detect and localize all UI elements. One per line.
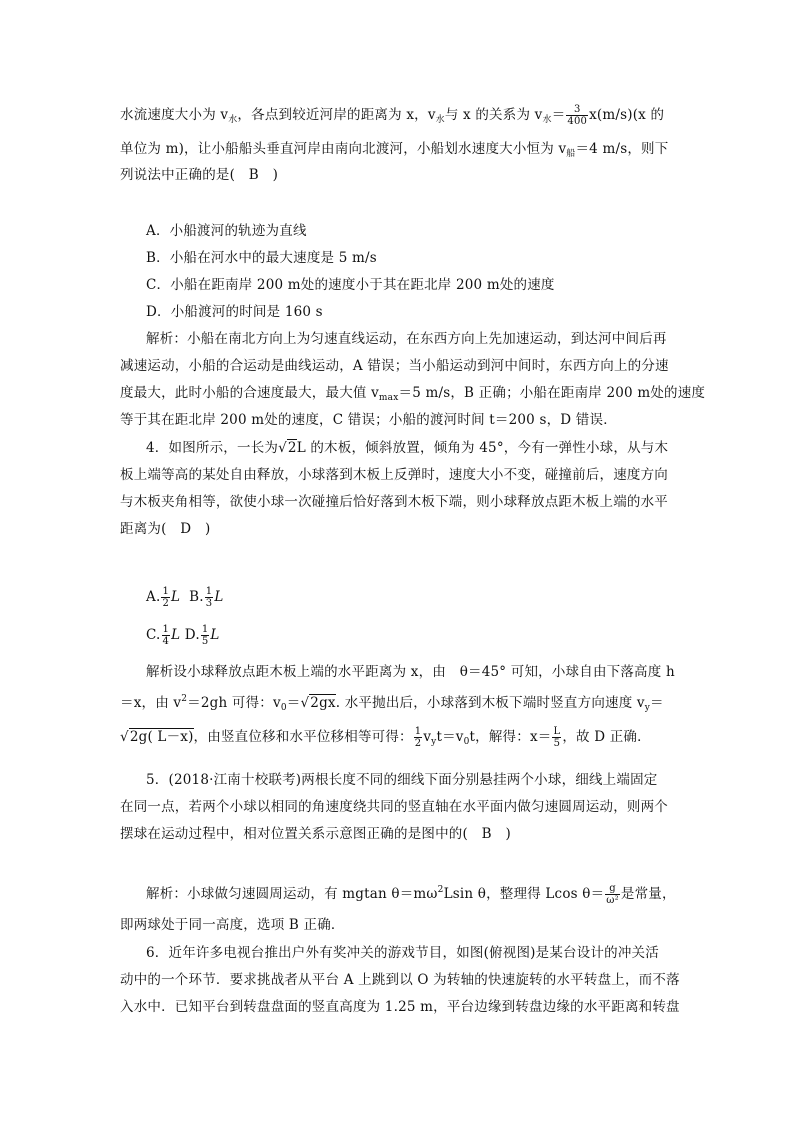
p3-solution-3: 度最大，此时小船的合速度最大，最大值 $v_{max}=5$ m/s，B 正确；小船在距南岸 200 m处的速度 (120, 385, 706, 403)
p4-options-ab: A. $\frac{1}{2}$ L B. $\frac{1}{3}$ L (146, 586, 224, 609)
fraction-3-400: $\frac{3}{400}$ (567, 104, 588, 127)
p4-solution-1: 解析设小球释放点距木板上端的水平距离为 x，由 θ＝45° 可知，小球自由下落高度 h (146, 664, 675, 680)
p3-solution-2: 减速运动，小船的合运动是曲线运动，A 错误；当小船运动到河中间时，东西方向上的分速 (120, 358, 669, 374)
p4-line-4: 距离为( D ) (120, 521, 211, 537)
p3-line-3: 列说法中正确的是( B ) (120, 167, 279, 183)
p4-line-2: 板上端等高的某处自由释放，小球落到木板上反弹时，速度大小不变，碰撞前后，速度方向 (120, 467, 668, 483)
p4-solution-3: √2g( L－x)，由竖直位移和水平位移相等可得： $\frac{1}{2}$ $v_yt=v_0t$，解得：x＝ $\frac{L}{5}$ ，故 D 正确． (120, 726, 651, 749)
p3-option-b: B．小船在河水中的最大速度是 5 m/s (146, 250, 377, 266)
p3-solution-1: 解析：小船在南北方向上为匀速直线运动，在东西方向上先加速运动，到达河中间后再 (146, 331, 667, 347)
p6-line-3: 入水中．已知平台到转盘盘面的竖直高度为 1.25 m，平台边缘到转盘边缘的水平距离和转盘 (120, 999, 680, 1015)
p6-line-1: 6．近年许多电视台推出户外有奖冲关的游戏节目，如图(俯视图)是某台设计的冲关活 (146, 945, 659, 961)
p4-line-3: 与木板夹角相等，欲使小球一次碰撞后恰好落到木板下端，则小球释放点距木板上端的水平 (120, 494, 668, 510)
p3-option-a: A．小船渡河的轨迹为直线 (146, 223, 307, 239)
p3-line-2: 单位为 m)，让小船船头垂直河岸由南向北渡河，小船划水速度大小恒为 $v_船=4$ m/s，则下 (120, 141, 669, 159)
p3-option-d: D．小船渡河的时间是 160 s (146, 304, 323, 320)
p4-solution-2: ＝x，由 $v^2=2gh$ 可得：$v_0=√2gx$. 水平抛出后，小球落到木板下端时竖直方向速度 $v_y=$ (120, 694, 664, 713)
p5-line-2: 在同一点，若两个小球以相同的角速度绕共同的竖直轴在水平面内做匀速圆周运动，则两个 (120, 799, 668, 815)
p4-options-cd: C. $\frac{1}{4}$ L D. $\frac{1}{5}$ L (146, 624, 220, 647)
p3-option-c: C．小船在距南岸 200 m处的速度小于其在距北岸 200 m处的速度 (146, 277, 555, 293)
p5-solution-2: 即两球处于同一高度，选项 B 正确． (120, 917, 345, 933)
p5-line-1: 5．(2018·江南十校联考)两根长度不同的细线下面分别悬挂两个小球，细线上端固定 (146, 772, 658, 788)
p5-line-3: 摆球在运动过程中，相对位置关系示意图正确的是图中的( B ) (120, 826, 511, 842)
p3-line-1: 水流速度大小为 $v_水$，各点到较近河岸的距离为 x，$v_水$与 x 的关系为 $v_水=$ $\frac{3}{400}$ x(m/s)(x 的 (120, 104, 665, 127)
p6-line-2: 动中的一个环节．要求挑战者从平台 A 上跳到以 O 为转轴的快速旋转的水平转盘上，而不落 (120, 972, 680, 988)
p5-solution-1: 解析：小球做匀速圆周运动，有 mgtan $\theta=m\omega^2Lsin$ θ，整理得 Lcos θ＝ $\frac{g}{\text{ω²}}$ 是常量， (146, 883, 676, 906)
p4-line-1: 4．如图所示，一长为√2L 的木板，倾斜放置，倾角为 45°，今有一弹性小球，从与木 (146, 440, 669, 456)
p3-solution-4: 等于其在距北岸 200 m处的速度，C 错误；小船的渡河时间 t＝200 s，D 错误． (120, 412, 617, 428)
